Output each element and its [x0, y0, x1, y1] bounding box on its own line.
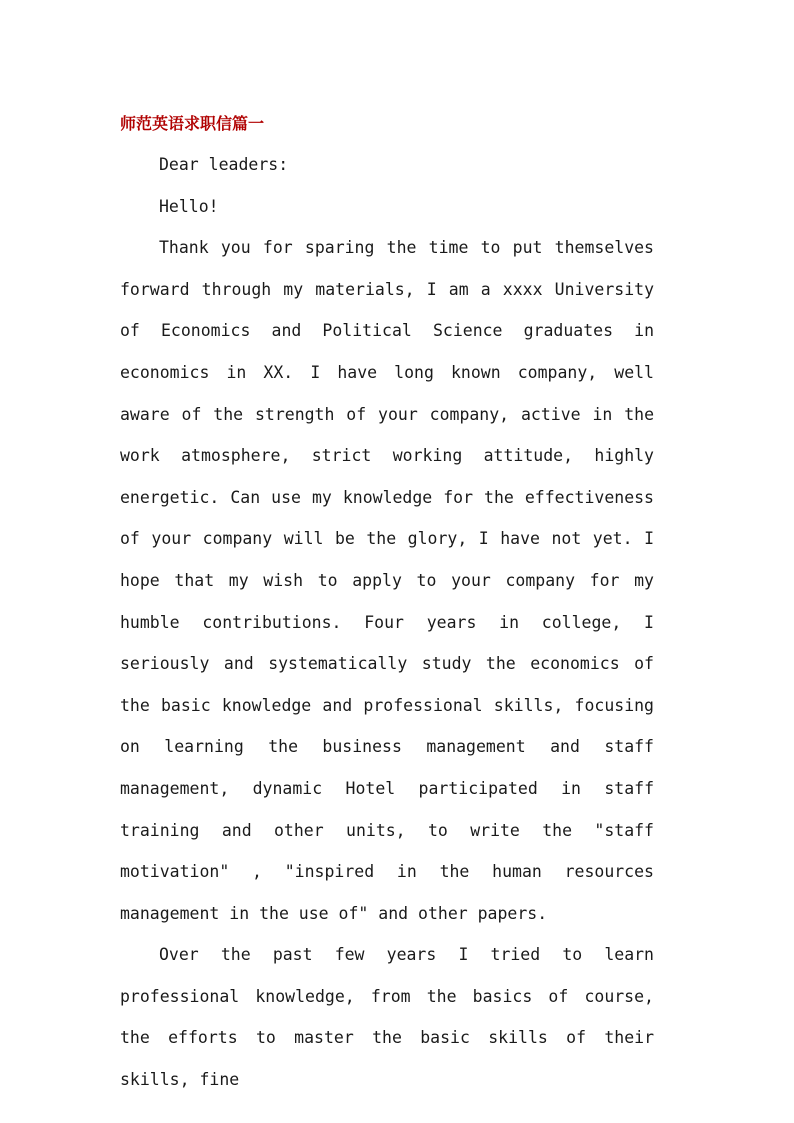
salutation: Dear leaders:	[159, 155, 289, 174]
body-paragraph-2: Over the past few years I tried to learn professional knowledge, from the basics of course, the efforts to master the basic skills of their skills, fine	[120, 945, 654, 1090]
document-title: 师范英语求职信篇一	[120, 114, 265, 133]
greeting: Hello!	[159, 196, 219, 216]
body-paragraph-1: Thank you for sparing the time to put themselves forward through my materials, I am a xxxx University of Economics and Political Science graduates in economics in XX. I have long known company, well aware of the strength of your company, active in the work atmosphere, strict working attitude, highly energetic. Can use my knowledge for the effectiveness of your company will be the glory, I have not yet. I hope that my wish to apply to your company for my humble contributions. Four years in college, I seriously and systematically study the economics of the basic knowledge and professional skills, focusing on learning the business management and staff management, dynamic Hotel participated in staff training and other units, to write the "staff motivation" , "inspired in the human resources management in the use of" and other papers.	[120, 238, 654, 923]
letter-body	[120, 144, 654, 1101]
